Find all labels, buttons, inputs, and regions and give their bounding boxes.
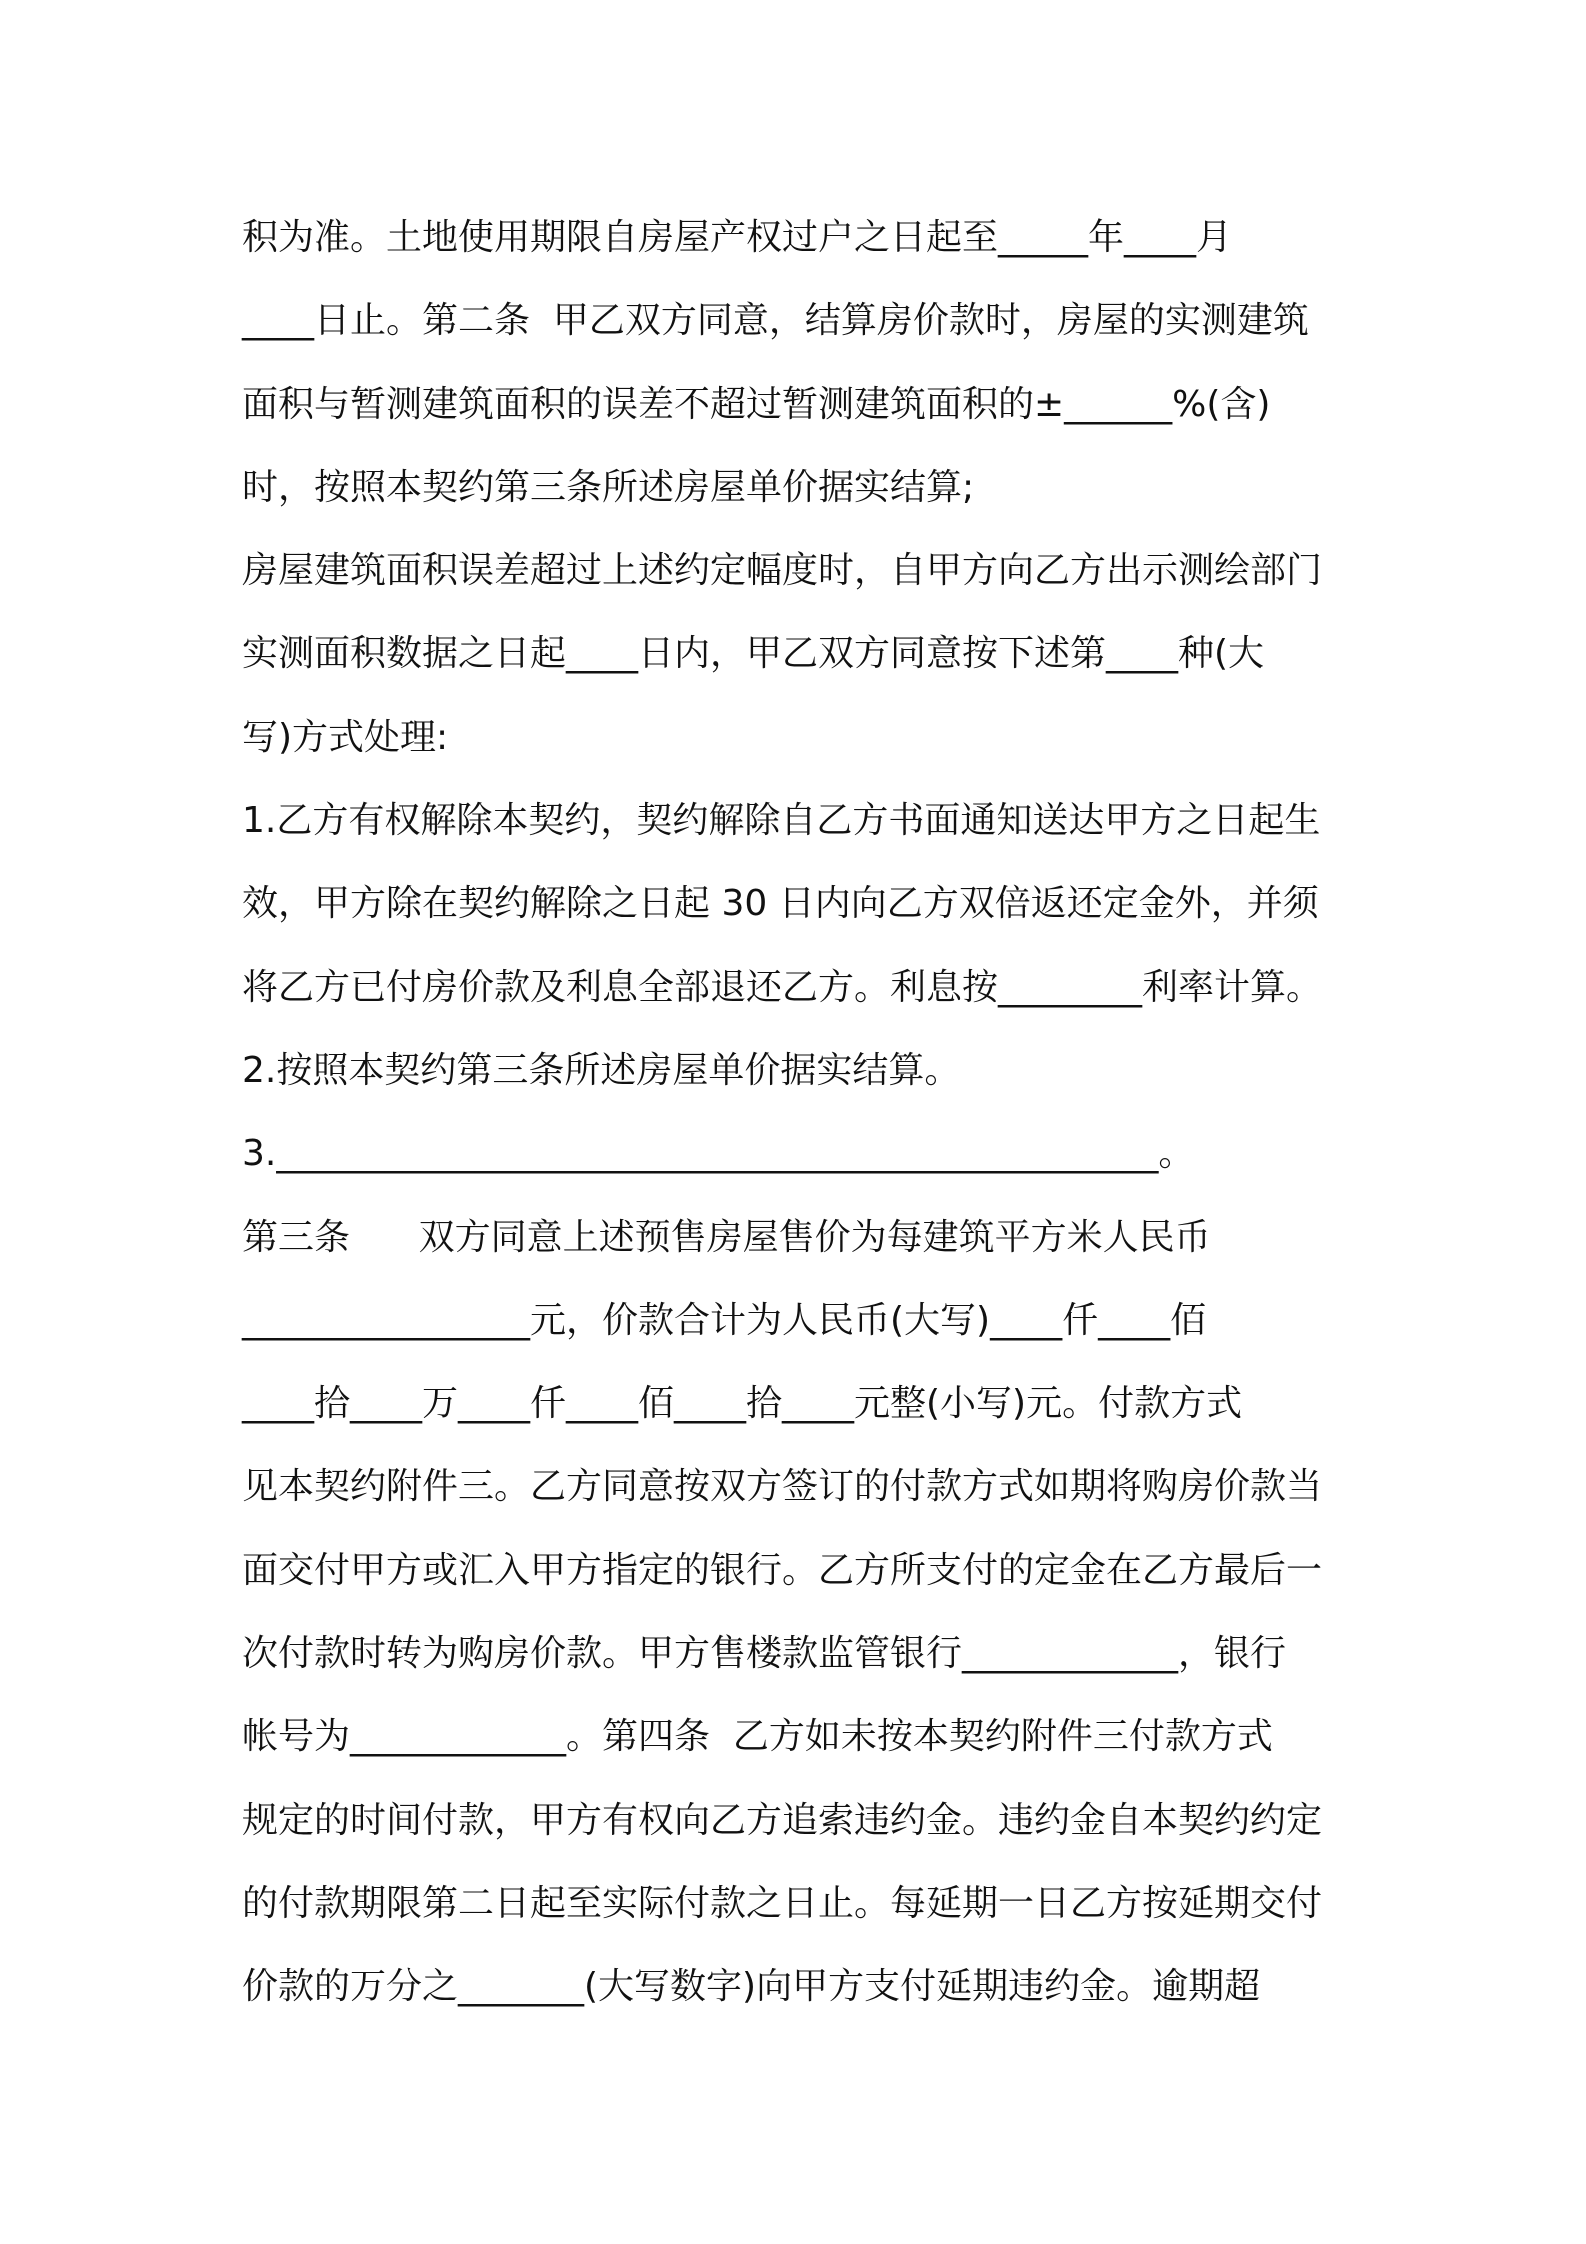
text-line: ________________元，价款合计为人民币(大写)____仟____佰 [242, 1299, 1207, 1341]
text-line: ____拾____万____仟____佰____拾____元整(小写)元。付款方式 [242, 1383, 1243, 1425]
text-line: 第三条 双方同意上述预售房屋售价为每建筑平方米人民币 [242, 1216, 1211, 1258]
text-line: 将乙方已付房价款及利息全部退还乙方。利息按________利率计算。 [242, 966, 1323, 1008]
text-line: 面交付甲方或汇入甲方指定的银行。乙方所支付的定金在乙方最后一 [242, 1549, 1323, 1591]
text-line: 2.按照本契约第三条所述房屋单价据实结算。 [242, 1049, 961, 1091]
text-line: 次付款时转为购房价款。甲方售楼款监管银行____________，银行 [242, 1633, 1287, 1675]
text-line: 1.乙方有权解除本契约，契约解除自乙方书面通知送达甲方之日起生 [242, 800, 1321, 842]
text-line: 时，按照本契约第三条所述房屋单价据实结算; [242, 466, 975, 508]
text-line: 写)方式处理: [242, 716, 449, 758]
text-line: 规定的时间付款，甲方有权向乙方追索违约金。违约金自本契约约定 [242, 1799, 1323, 1841]
text-line: 面积与暂测建筑面积的误差不超过暂测建筑面积的±______%(含) [242, 383, 1271, 425]
text-line: 的付款期限第二日起至实际付款之日止。每延期一日乙方按延期交付 [242, 1882, 1323, 1924]
text-line: 实测面积数据之日起____日内，甲乙双方同意按下述第____种(大 [242, 633, 1265, 675]
text-line: 3._________________________________________________。 [242, 1133, 1195, 1175]
text-line: 效，甲方除在契约解除之日起 30 日内向乙方双倍返还定金外，并须 [242, 883, 1319, 925]
text-line: 见本契约附件三。乙方同意按双方签订的付款方式如期将购房价款当 [242, 1466, 1323, 1508]
text-line: ____日止。第二条 甲乙双方同意，结算房价款时，房屋的实测建筑 [242, 300, 1309, 342]
text-line: 积为准。土地使用期限自房屋产权过户之日起至_____年____月 [242, 217, 1233, 258]
text-line: 价款的万分之_______(大写数字)向甲方支付延期违约金。逾期超 [242, 1966, 1261, 2008]
text-line: 房屋建筑面积误差超过上述约定幅度时，自甲方向乙方出示测绘部门 [242, 550, 1323, 592]
contract-text-body [242, 196, 1362, 2029]
text-line: 帐号为____________。第四条 乙方如未按本契约附件三付款方式 [242, 1716, 1273, 1758]
